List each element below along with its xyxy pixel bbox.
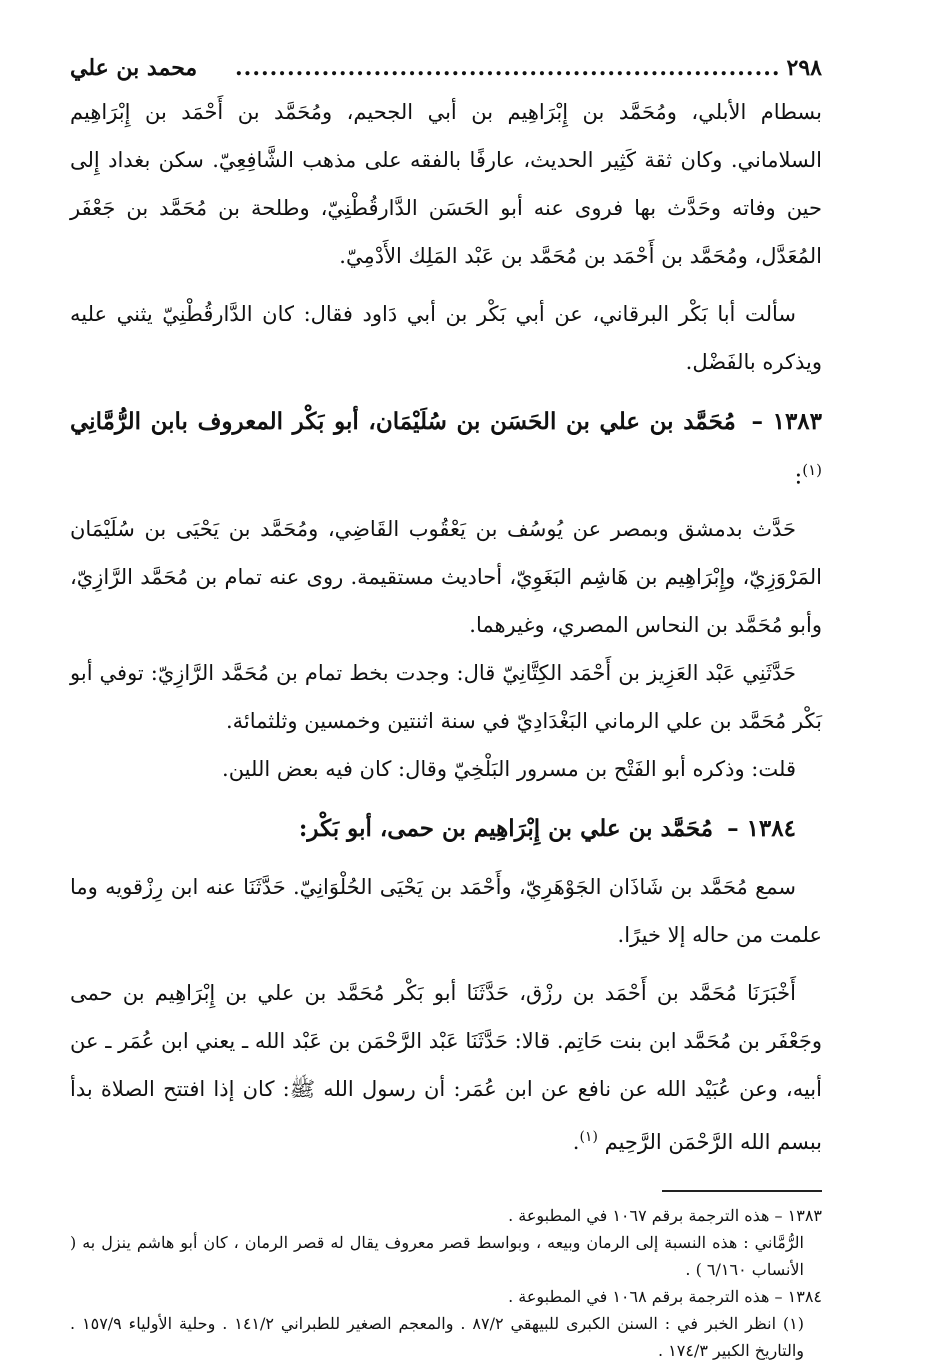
footnote-marker: (١) xyxy=(579,1128,598,1145)
entry-colon: : xyxy=(794,463,803,490)
footnote-hadith-sources: (١) انظر الخبر في : السنن الكبرى للبيهقي ٨٧/٢ . والمعجم الصغير للطبراني ١٤١/٢ . وحلية الأولياء ١٥٧/٩ . والتاريخ الكبير ١٧٤/٣ . xyxy=(70,1313,805,1360)
paragraph-1: بسطام الأبلي، ومُحَمَّد بن إِبْرَاهِيم بن أبي الجحيم، ومُحَمَّد بن أَحْمَد بن إِبْرَاهِيم السلاماني. وكان ثقة كَثِير الحديث، عارفًا بالفقه على مذهب الشَّافِعِيّ. سكن بغداد إِلى حين وفاته وحَدَّث بها فروى عنه أبو الحَسَن الدَّارقُطْنِيّ، وطلحة بن مُحَمَّد بن جَعْفَر المُعَدَّل، ومُحَمَّد بن أَحْمَد بن مُحَمَّد بن عَبْد المَلِك الأَدْمِيّ. xyxy=(70,100,822,268)
leader-dots: ............................................................... xyxy=(235,55,781,81)
paragraph-2: سألت أبا بَكْر البرقاني، عن أبي بَكْر بن أبي دَاود فقال: كان الدَّارقُطْنِيّ يثني عليه ويذكره بالفَضْل. xyxy=(70,302,822,374)
entry-heading-1384 xyxy=(70,805,822,853)
paragraph-5: قلت: وذكره أبو الفَتْح بن مسرور البَلْخِيّ وقال: كان فيه بعض اللين. xyxy=(222,756,796,781)
paragraph-6: سمع مُحَمَّد بن شَاذَان الجَوْهَرِيّ، وأَحْمَد بن يَحْيَى الحُلْوَانِيّ. حَدَّثَنَا عنه ابن رِزْقويه وما علمت من حاله إلا خيرًا. xyxy=(70,874,822,947)
entry-name: مُحَمَّد بن علي بن الحَسَن بن سُلَيْمَان، أبو بَكْر المعروف بابن الرُّمَّانِي xyxy=(70,408,736,435)
footnote-divider xyxy=(662,1190,822,1192)
footnote-1383: ١٣٨٣ – هذه الترجمة برقم ١٠٦٧ في المطبوعة . xyxy=(508,1205,822,1225)
paragraph-7-end: . xyxy=(572,1129,580,1154)
paragraph-4: حَدَّثَنِي عَبْد العَزِيز بن أَحْمَد الكِتَّانِيّ قال: وجدت بخط تمام بن مُحَمَّد الرَّازِيّ: توفي أبو بَكْر مُحَمَّد بن علي الرماني البَغْدَادِيّ في سنة اثنتين وخمسين وثلثمائة. xyxy=(70,660,822,733)
entry-number: ١٣٨٤ – xyxy=(727,814,796,842)
footnotes xyxy=(70,1202,822,1364)
main-text xyxy=(70,88,822,1166)
footnote-marker: (١) xyxy=(802,461,822,479)
page-number: ٢٩٨ xyxy=(786,55,822,81)
book-page xyxy=(70,48,822,1364)
running-header xyxy=(70,48,822,88)
entry-name: مُحَمَّد بن علي بن إِبْرَاهِيم بن حمى، أبو بَكْر: xyxy=(298,814,714,842)
footnote-1384: ١٣٨٤ – هذه الترجمة برقم ١٠٦٨ في المطبوعة . xyxy=(508,1286,822,1306)
paragraph-3: حَدَّث بدمشق وبمصر عن يُوسُف بن يَعْقُوب القَاضِي، ومُحَمَّد بن يَحْيَى بن سُلَيْمَان المَرْوَزِيّ، وإِبْرَاهِيم بن هَاشِم البَغَوِيّ، أحاديث مستقيمة. روى عنه تمام بن مُحَمَّد الرَّازِيّ، وأبو مُحَمَّد بن النحاس المصري، وغيرهما. xyxy=(70,516,822,637)
running-title: محمد بن علي xyxy=(70,55,198,81)
paragraph-7-text: أَخْبَرَنَا مُحَمَّد بن أَحْمَد بن رزْق، حَدَّثَنَا أبو بَكْر مُحَمَّد بن علي بن إِبْرَاهِيم بن حمى وجَعْفَر بن مُحَمَّد ابن بنت حَاتِم. قالا: حَدَّثَنَا عَبْد الرَّحْمَن بن عَبْد الله ـ يعني ابن عُمَر ـ عن أبيه، وعن عُبَيْد الله عن نافع عن ابن عُمَر: أن رسول الله ﷺ: كان إذا افتتح الصلاة بدأ ببسم الله الرَّحْمَن الرَّحِيم xyxy=(70,980,822,1154)
entry-number: ١٣٨٣ – xyxy=(751,408,823,435)
entry-heading-1383 xyxy=(70,398,822,501)
footnote-rummani: الرُّمَّاني : هذه النسبة إلى الرمان وبيعه ، وبواسط قصر معروف يقال له قصر الرمان ، كان أبو هاشم ينزل به ( الأنساب ٦/١٦٠ ) . xyxy=(70,1232,805,1279)
paragraph-7 xyxy=(70,969,822,1166)
